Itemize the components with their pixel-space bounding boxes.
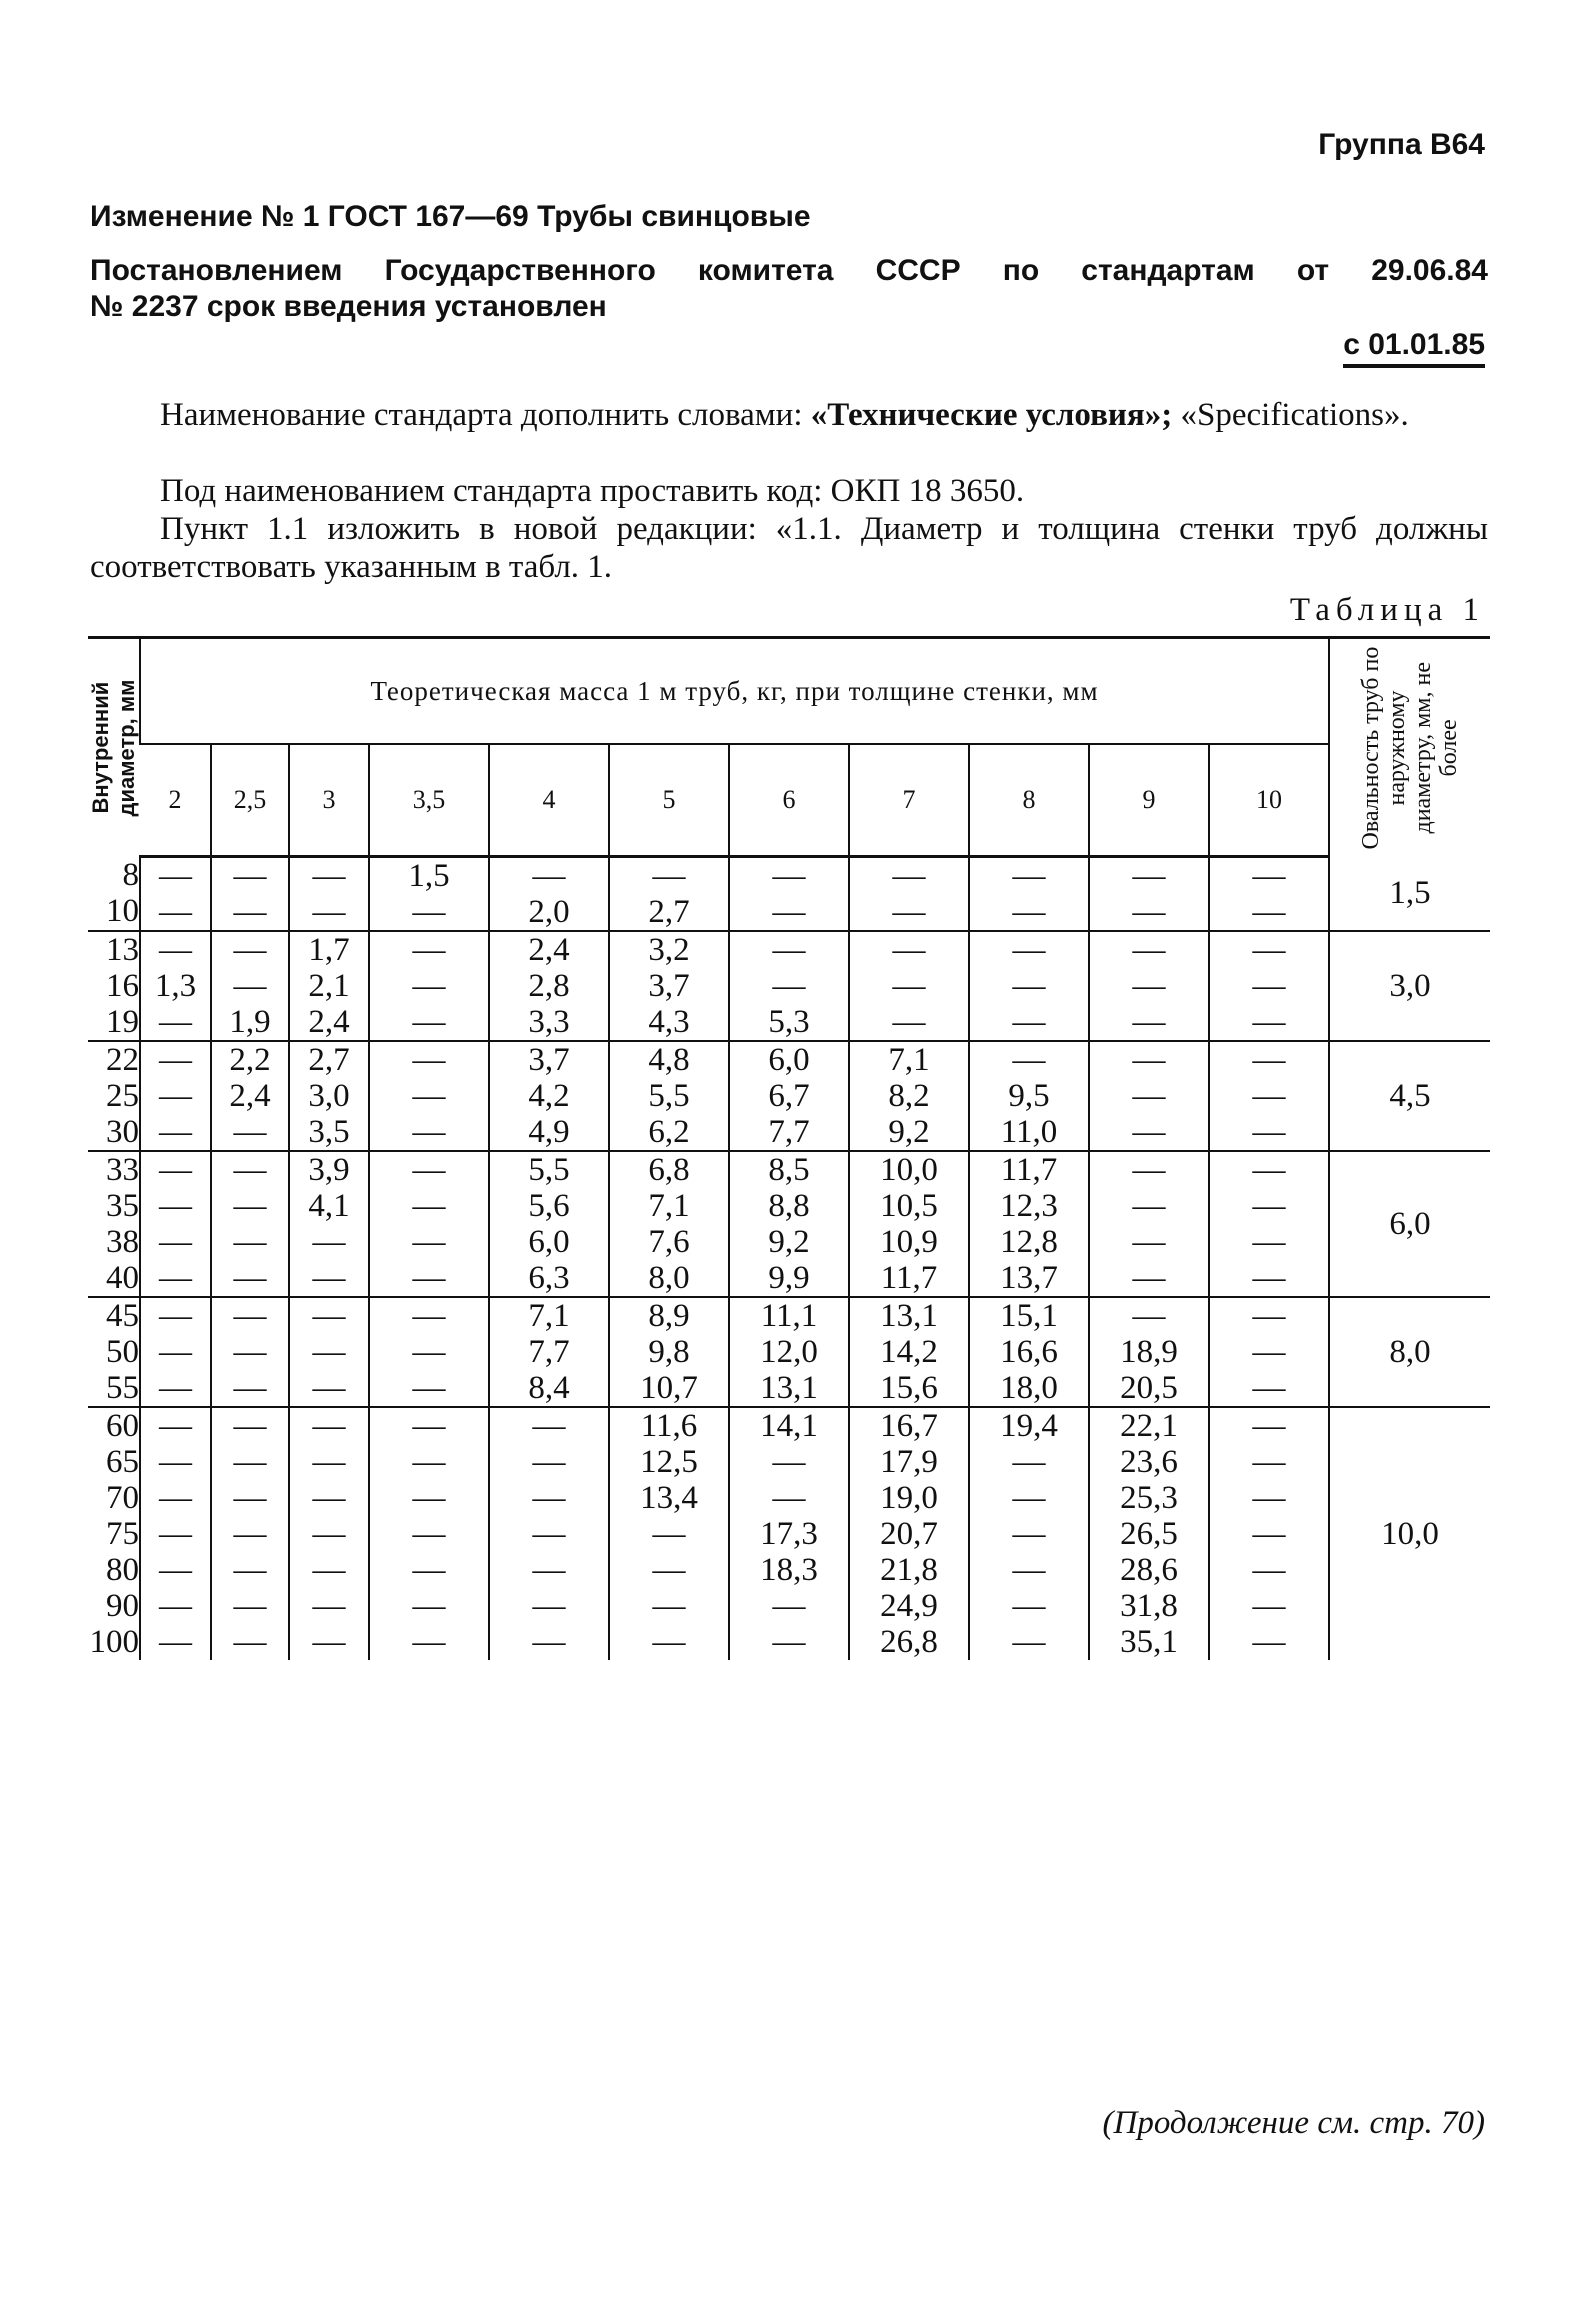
paragraph-okp-code: Под наименованием стандарта проставить код: ОКП 18 3650.	[160, 473, 1025, 509]
mass-cell: 11,7 12,3 12,8 13,7	[969, 1151, 1089, 1297]
table-row	[88, 1407, 1490, 1660]
mass-cell: 6,0 6,7 7,7	[729, 1041, 849, 1151]
diameter-cell: 45 50 55	[88, 1297, 140, 1407]
mass-cell: 5,5 5,6 6,0 6,3	[489, 1151, 609, 1297]
para1-text: Наименование стандарта дополнить словами:	[160, 397, 811, 433]
mass-cell: — — — —	[1209, 1151, 1329, 1297]
mass-cell: 1,5 —	[369, 857, 489, 932]
ovality-cell: 8,0	[1329, 1297, 1490, 1407]
header-diameter-label: Внутренний диаметр, мм	[88, 679, 139, 817]
mass-cell: — — —	[369, 1297, 489, 1407]
header-mass: Теоретическая масса 1 м труб, кг, при толщине стенки, мм	[140, 638, 1329, 745]
mass-cell: 6,8 7,1 7,6 8,0	[609, 1151, 729, 1297]
thickness-header: 5	[609, 744, 729, 857]
thickness-header: 2,5	[211, 744, 289, 857]
mass-cell: 3,2 3,7 4,3	[609, 931, 729, 1041]
table-body	[88, 857, 1490, 1661]
table-row	[88, 1151, 1490, 1297]
diameter-cell: 13 16 19	[88, 931, 140, 1041]
mass-cell: — — —	[211, 1297, 289, 1407]
mass-cell: — — —	[369, 931, 489, 1041]
table-row	[88, 1041, 1490, 1151]
header-ovality-label: Овальность труб по наружному диаметру, мм, не более	[1358, 646, 1463, 850]
thickness-header: 9	[1089, 744, 1209, 857]
mass-cell: — — —	[849, 931, 969, 1041]
mass-cell: — 9,5 11,0	[969, 1041, 1089, 1151]
thickness-header: 10	[1209, 744, 1329, 857]
mass-cell: — — — —	[1089, 1151, 1209, 1297]
continuation-note: (Продолжение см. стр. 70)	[1102, 2105, 1485, 2141]
mass-cell: 15,1 16,6 18,0	[969, 1297, 1089, 1407]
mass-cell: — — — — — — —	[369, 1407, 489, 1660]
diameter-cell: 60 65 70 75 80 90 100	[89, 1408, 139, 1660]
mass-cell: — — —	[1089, 1041, 1209, 1151]
mass-cell: — —	[1089, 857, 1209, 932]
mass-cell: 10,0 10,5 10,9 11,7	[849, 1151, 969, 1297]
mass-cell: 3,7 4,2 4,9	[489, 1041, 609, 1151]
ovality-cell: 3,0	[1329, 931, 1490, 1041]
ovality-cell: 6,0	[1329, 1151, 1490, 1297]
ovality-cell: 4,5	[1329, 1041, 1490, 1151]
mass-cell: — 18,9 20,5	[1089, 1297, 1209, 1407]
mass-cell: — —	[849, 857, 969, 932]
group-code: Группа В64	[1318, 128, 1485, 161]
mass-cell: — — —	[969, 931, 1089, 1041]
mass-cell: 2,2 2,4 —	[211, 1041, 289, 1151]
mass-cell: — — — —	[369, 1151, 489, 1297]
mass-cell: 3,9 4,1 — —	[289, 1151, 369, 1297]
mass-cell: 16,7 17,9 19,0 20,7 21,8 24,9 26,8	[849, 1407, 969, 1660]
thickness-header: 3	[289, 744, 369, 857]
diameter-cell: 22 25 30	[88, 1041, 140, 1151]
diameter-cell: 33 35 38 40	[88, 1151, 140, 1297]
mass-cell: 14,1 — — 17,3 18,3 — —	[729, 1407, 849, 1660]
mass-cell: — — —	[369, 1041, 489, 1151]
paragraph-name-change	[90, 396, 1488, 434]
header-ovality	[1329, 638, 1490, 857]
mass-cell: — —	[211, 857, 289, 932]
mass-cell: 8,9 9,8 10,7	[609, 1297, 729, 1407]
para1-text-end: «Specifications».	[1172, 397, 1409, 433]
thickness-header: 3,5	[369, 744, 489, 857]
mass-cell: — — — — — — —	[289, 1407, 369, 1660]
mass-cell: — —	[289, 857, 369, 932]
header-diameter	[88, 638, 140, 857]
mass-cell: 2,7 3,0 3,5	[289, 1041, 369, 1151]
mass-cell: 8,5 8,8 9,2 9,9	[729, 1151, 849, 1297]
mass-cell: — 2,7	[609, 857, 729, 932]
mass-cell: — — —	[289, 1297, 369, 1407]
mass-cell: 1,7 2,1 2,4	[289, 931, 369, 1041]
mass-cell: 22,1 23,6 25,3 26,5 28,6 31,8 35,1	[1089, 1407, 1209, 1660]
mass-cell: — —	[1209, 857, 1329, 932]
table-row	[88, 931, 1490, 1041]
mass-cell: — — — — — — —	[489, 1407, 609, 1660]
mass-cell: 11,6 12,5 13,4 — — — —	[609, 1407, 729, 1660]
mass-cell: — — —	[140, 1297, 211, 1407]
mass-cell: — —	[969, 857, 1089, 932]
mass-cell: 7,1 8,2 9,2	[849, 1041, 969, 1151]
table-row	[88, 857, 1490, 932]
ovality-cell: 1,5	[1329, 857, 1490, 932]
mass-cell: — — — — — — —	[211, 1407, 289, 1660]
mass-cell: — —	[140, 857, 211, 932]
diameter-cell: 8 10	[88, 857, 140, 932]
thickness-header: 8	[969, 744, 1089, 857]
mass-cell: — —	[729, 857, 849, 932]
thickness-header: 6	[729, 744, 849, 857]
mass-cell: 19,4 — — — — — —	[969, 1407, 1089, 1660]
pipe-mass-table	[88, 636, 1490, 1660]
mass-cell: — — —	[140, 1041, 211, 1151]
mass-cell: — — 1,9	[211, 931, 289, 1041]
mass-cell: 2,4 2,8 3,3	[489, 931, 609, 1041]
mass-cell: — — —	[1209, 1297, 1329, 1407]
thickness-header: 4	[489, 744, 609, 857]
mass-cell: — — — — — — —	[1209, 1407, 1329, 1660]
paragraph-clause-1-1: Пункт 1.1 изложить в новой редакции: «1.1. Диаметр и толщина стенки труб должны соответствовать указанным в табл. 1.	[90, 511, 1488, 585]
thickness-header: 7	[849, 744, 969, 857]
mass-cell: 4,8 5,5 6,2	[609, 1041, 729, 1151]
mass-cell: — — —	[1209, 931, 1329, 1041]
decree-line-1: Постановлением Государственного комитета СССР по стандартам от 29.06.84	[90, 254, 1488, 287]
mass-cell: 7,1 7,7 8,4	[489, 1297, 609, 1407]
amendment-heading: Изменение № 1 ГОСТ 167—69 Трубы свинцовые	[90, 200, 811, 233]
mass-cell: — — 5,3	[729, 931, 849, 1041]
effective-date: с 01.01.85	[1343, 328, 1485, 368]
mass-cell: — — —	[1089, 931, 1209, 1041]
mass-cell: — — — —	[140, 1151, 211, 1297]
mass-cell: 11,1 12,0 13,1	[729, 1297, 849, 1407]
mass-cell: — 1,3 —	[140, 931, 211, 1041]
para1-bold-text: «Технические условия»;	[810, 397, 1173, 433]
mass-cell: — 2,0	[489, 857, 609, 932]
mass-cell: 13,1 14,2 15,6	[849, 1297, 969, 1407]
decree-line-2: № 2237 срок введения установлен	[90, 290, 607, 323]
table-caption: Таблица 1	[1289, 592, 1485, 628]
ovality-cell: 10,0	[1329, 1407, 1490, 1660]
mass-cell: — — — — — — —	[140, 1407, 211, 1660]
thickness-header-row	[88, 744, 1490, 857]
mass-cell: — — — —	[211, 1151, 289, 1297]
table-row	[88, 1297, 1490, 1407]
thickness-header: 2	[140, 744, 211, 857]
mass-cell: — — —	[1209, 1041, 1329, 1151]
